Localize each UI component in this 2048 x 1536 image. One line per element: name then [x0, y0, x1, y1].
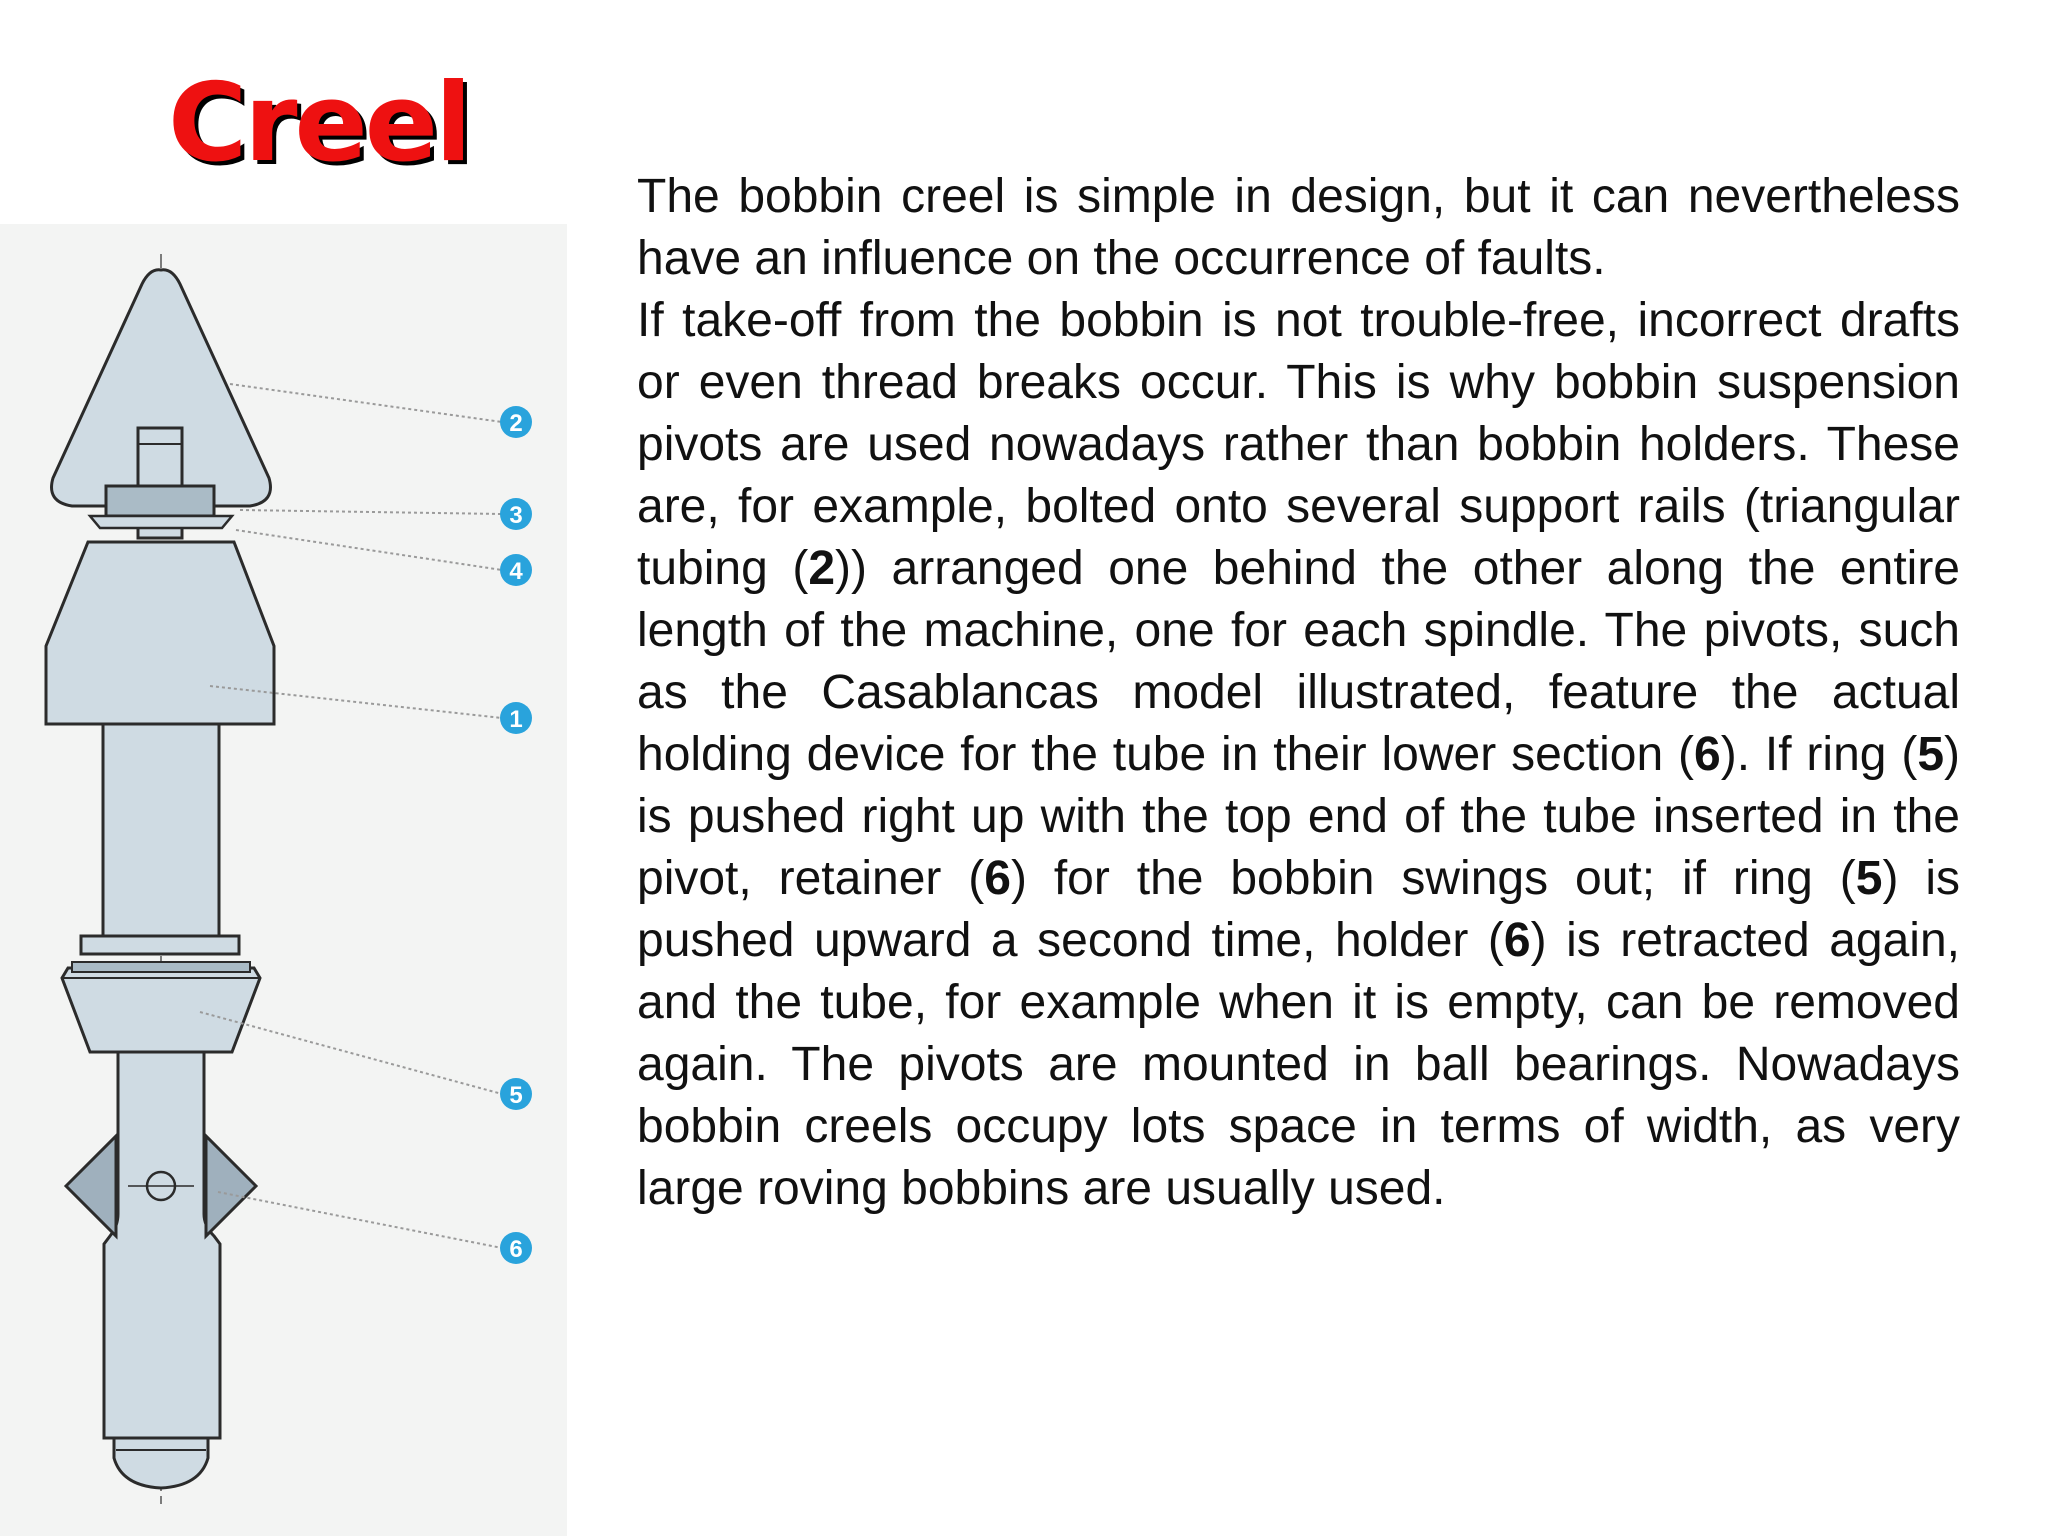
bottom-end — [114, 1438, 208, 1488]
ref-6: 6 — [1503, 914, 1531, 967]
ring-5 — [62, 968, 260, 1052]
callout-badge-6 — [500, 1232, 532, 1264]
callout-badge-5 — [500, 1078, 532, 1110]
callout-label-1: 1 — [509, 706, 523, 733]
callout-badge-4 — [500, 554, 532, 586]
ref-5: 5 — [1855, 852, 1883, 905]
collar — [81, 936, 239, 954]
callout-badge-1 — [500, 702, 532, 734]
lower-shaft — [104, 1052, 220, 1438]
leader-line-4 — [236, 530, 502, 570]
leader-line-2 — [230, 384, 502, 422]
upper-shaft — [103, 724, 219, 936]
bobbin-pivot-diagram — [0, 224, 567, 1536]
callout-label-5: 5 — [509, 1082, 523, 1109]
ref-2: 2 — [808, 542, 836, 595]
callout-badge-3 — [500, 498, 532, 530]
body-text — [637, 166, 1960, 1220]
pivot-body — [46, 542, 274, 724]
leader-line-5 — [200, 1012, 502, 1094]
retainer-6-left — [66, 1136, 116, 1236]
ref-5: 5 — [1917, 728, 1945, 781]
washer — [90, 516, 232, 528]
paragraph-1: The bobbin creel is simple in design, but it can nevertheless have an influence on the occurrence of faults. — [637, 170, 1960, 285]
callout-label-2: 2 — [509, 410, 523, 437]
callout-label-4: 4 — [509, 558, 523, 585]
leader-line-6 — [218, 1192, 502, 1248]
leader-line-3 — [240, 510, 502, 514]
ref-6: 6 — [1694, 728, 1721, 781]
callout-label-6: 6 — [509, 1236, 523, 1263]
paragraph-2: If take-off from the bobbin is not trouble-free, incorrect drafts or even thread breaks occur. This is why bobbin suspension pivots are used nowadays rather than bobbin holders. These are, for example, bolted onto several support rails (triangular tubing (2)) arranged one behind the other along the entire length of the machine, one for each spindle. The pivots, such as the Casablancas model illustrated, feature the actual holding device for the tube in their lower section (6). If ring (5) is pushed right up with the top end of the tube inserted in the pivot, retainer (6) for the bobbin swings out; if ring (5) is pushed upward a second time, holder (6) is retracted again, and the tube, for example when it is empty, can be removed again. The pivots are mounted in ball bearings. Nowadays bobbin creels occupy lots space in terms of width, as very large roving bobbins are usually used. — [637, 294, 1961, 1215]
retainer-6-right — [206, 1136, 256, 1236]
callout-badge-2 — [500, 406, 532, 438]
ref-6: 6 — [984, 852, 1011, 905]
callout-label-3: 3 — [509, 502, 523, 529]
nut — [106, 486, 214, 516]
slide-title: Creel — [168, 61, 470, 186]
